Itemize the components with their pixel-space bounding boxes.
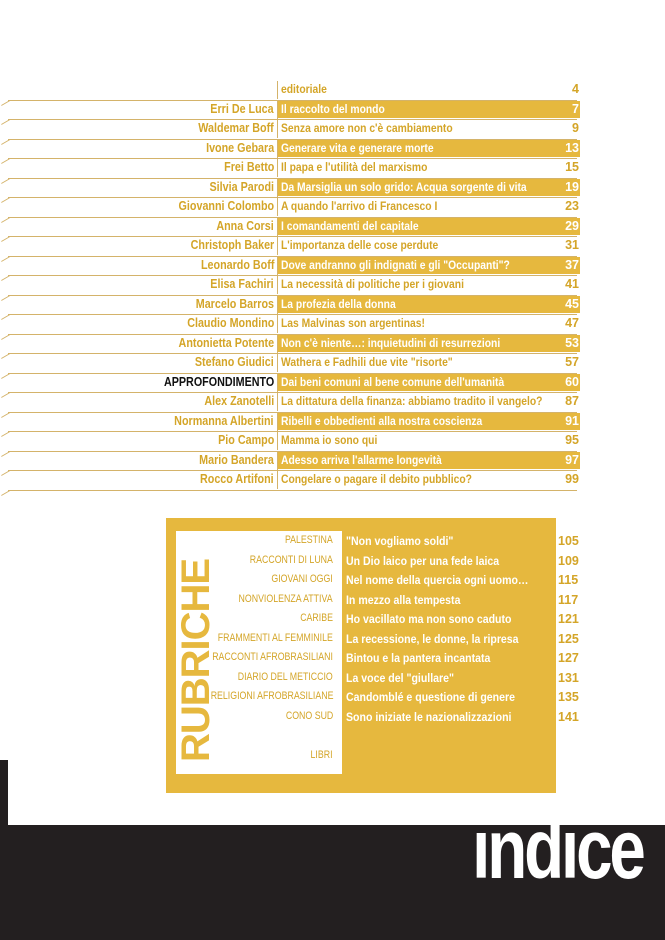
toc-title: Non c'è niente…: inquietudini di resurrezioni [281, 335, 501, 350]
column-separator [277, 432, 278, 450]
rubrica-page-number: 115 [558, 573, 579, 587]
column-separator [277, 257, 278, 275]
rubrica-page-number: 105 [558, 534, 579, 548]
toc-author: Marcelo Barros [195, 296, 274, 311]
toc-page-number: 41 [565, 277, 579, 291]
toc-author: Waldemar Boff [198, 121, 274, 135]
toc-author: Christoph Baker [190, 238, 274, 252]
toc-title: Senza amore non c'è cambiamento [281, 121, 453, 135]
rubriche-heading: RUBRICHE [174, 558, 218, 762]
rubrica-row[interactable] [0, 669, 665, 689]
column-separator [277, 81, 278, 99]
toc-author: Rocco Artifoni [200, 472, 274, 486]
toc-row[interactable] [0, 431, 665, 451]
row-divider-tick [1, 100, 10, 106]
row-divider-tick [1, 334, 10, 340]
row-divider-tick [1, 412, 10, 418]
toc-author: Antonietta Potente [178, 335, 274, 350]
rubrica-title: Sono iniziate le nazionalizzazioni [346, 709, 512, 724]
rubrica-page-number: 121 [558, 612, 579, 626]
rubrica-row[interactable] [0, 649, 665, 669]
row-divider-tick [1, 451, 10, 457]
toc-row[interactable] [0, 217, 665, 237]
toc-title: Il raccolto del mondo [281, 101, 385, 116]
rubrica-title: In mezzo alla tempesta [346, 592, 461, 607]
toc-author: Stefano Giudici [195, 355, 274, 369]
toc-title: Il papa e l'utilità del marxismo [281, 160, 428, 174]
rubrica-row[interactable] [0, 688, 665, 708]
toc-author: Alex Zanotelli [204, 394, 274, 408]
toc-page-number: 37 [565, 257, 579, 272]
row-divider-tick [1, 431, 10, 437]
rubrica-row[interactable] [0, 532, 665, 552]
column-separator [277, 315, 278, 333]
toc-page-number: 9 [572, 121, 579, 135]
rubrica-title: Nel nome della quercia ogni uomo… [346, 573, 529, 587]
column-separator [277, 374, 278, 392]
table-of-contents [0, 80, 665, 509]
rubrica-page-number: 141 [558, 709, 579, 724]
rubrica-row[interactable] [0, 571, 665, 591]
rubrica-page-number: 125 [558, 631, 579, 646]
row-divider-tick [1, 256, 10, 262]
row-divider-tick [1, 295, 10, 301]
toc-author: Silvia Parodi [209, 179, 274, 194]
toc-title: Mamma io sono qui [281, 433, 378, 447]
toc-row[interactable] [0, 334, 665, 354]
row-divider-tick [1, 119, 10, 125]
toc-author: Leonardo Boff [200, 257, 274, 272]
row-divider-tick [1, 353, 10, 359]
toc-row[interactable] [0, 373, 665, 393]
rubrica-row[interactable] [0, 610, 665, 630]
column-separator [277, 393, 278, 411]
rubrica-row[interactable] [0, 708, 665, 728]
toc-title: La profezia della donna [281, 296, 396, 311]
toc-author: Anna Corsi [216, 218, 274, 233]
toc-page-number: 45 [565, 296, 579, 311]
toc-title: Dove andranno gli indignati e gli "Occupanti"? [281, 257, 510, 272]
toc-title: Da Marsiglia un solo grido: Acqua sorgente di vita [281, 179, 527, 194]
toc-page-number: 57 [565, 355, 579, 369]
rubrica-category: CONO SUD [285, 709, 333, 722]
rubrica-title: Bintou e la pantera incantata [346, 651, 491, 665]
toc-row[interactable] [0, 236, 665, 256]
row-divider-tick [1, 158, 10, 164]
toc-row[interactable] [0, 314, 665, 334]
rubrica-page-number: 131 [558, 670, 579, 685]
toc-row[interactable] [0, 392, 665, 412]
column-separator [277, 452, 278, 470]
toc-row[interactable] [0, 158, 665, 178]
rubrica-page-number: 127 [558, 651, 579, 665]
toc-author: Claudio Mondino [186, 316, 274, 330]
toc-row[interactable] [0, 470, 665, 490]
row-divider-tick [1, 373, 10, 379]
column-separator [277, 471, 278, 489]
rubrica-category: PALESTINA [285, 534, 333, 546]
rubrica-category: LIBRI [310, 748, 333, 761]
toc-row[interactable] [0, 275, 665, 295]
column-separator [277, 120, 278, 138]
toc-title: A quando l'arrivo di Francesco I [281, 199, 438, 213]
toc-title: Dai beni comuni al bene comune dell'umanità [281, 374, 505, 389]
row-divider-tick [1, 490, 10, 496]
rubrica-row[interactable] [0, 747, 665, 767]
column-separator [277, 179, 278, 197]
toc-title: editoriale [281, 82, 327, 96]
toc-author: Pio Campo [217, 433, 274, 447]
toc-page-number: 91 [565, 413, 579, 428]
column-separator [277, 276, 278, 294]
rubrica-row[interactable] [0, 591, 665, 611]
column-separator [277, 101, 278, 119]
toc-page-number: 99 [565, 472, 579, 486]
toc-author: Frei Betto [223, 160, 274, 174]
toc-page-number: 29 [565, 218, 579, 233]
toc-row[interactable] [0, 139, 665, 159]
toc-page-number: 13 [565, 140, 579, 155]
row-divider-tick [1, 275, 10, 281]
rubrica-category: FRAMMENTI AL FEMMINILE [217, 631, 333, 644]
toc-title: Adesso arriva l'allarme longevità [281, 452, 442, 467]
section-label: APPROFONDIMENTO [163, 374, 274, 389]
toc-row[interactable] [0, 178, 665, 198]
toc-row[interactable] [0, 412, 665, 432]
column-separator [277, 296, 278, 314]
toc-row[interactable] [0, 295, 665, 315]
row-divider-tick [1, 236, 10, 242]
column-separator [277, 354, 278, 372]
toc-page-number: 97 [565, 452, 579, 467]
row-divider-tick [1, 470, 10, 476]
column-separator [277, 335, 278, 353]
toc-row[interactable] [0, 353, 665, 373]
toc-page-number: 95 [565, 433, 579, 447]
column-separator [277, 218, 278, 236]
toc-row[interactable] [0, 451, 665, 471]
rubrica-title: La voce del "giullare" [346, 670, 455, 685]
toc-author: Normanna Albertini [174, 413, 274, 428]
toc-author: Ivone Gebara [205, 140, 274, 155]
rubrica-page-number: 117 [558, 592, 579, 607]
row-divider-tick [1, 314, 10, 320]
row-divider-tick [1, 178, 10, 184]
toc-page-number: 31 [565, 238, 579, 252]
rubrica-category: RACCONTI AFROBRASILIANI [212, 651, 333, 663]
toc-title: Generare vita e generare morte [281, 140, 434, 155]
rubrica-page-number: 135 [558, 690, 579, 704]
rubrica-category: DIARIO DEL METICCIO [237, 670, 333, 683]
row-divider-tick [1, 197, 10, 203]
toc-page-number: 19 [565, 179, 579, 194]
row-divider [8, 490, 577, 491]
toc-author: Elisa Fachiri [210, 277, 274, 291]
rubrica-row[interactable] [0, 630, 665, 650]
rubrica-category: GIOVANI OGGI [271, 573, 333, 585]
toc-row[interactable] [0, 256, 665, 276]
toc-page-number: 7 [572, 101, 579, 116]
toc-end [0, 490, 665, 510]
toc-page-number: 23 [565, 199, 579, 213]
toc-author: Mario Bandera [199, 452, 274, 467]
rubrica-title: Un Dio laico per una fede laica [346, 553, 500, 568]
column-separator [277, 198, 278, 216]
rubrica-title: "Non vogliamo soldi" [346, 534, 454, 548]
toc-page-number: 60 [565, 374, 579, 389]
page-title: indice [472, 802, 643, 896]
toc-page-number: 4 [572, 82, 579, 96]
rubrica-category: RACCONTI DI LUNA [249, 553, 333, 566]
rubrica-title: Candomblé e questione di genere [346, 690, 516, 704]
toc-author: Erri De Luca [210, 101, 274, 116]
toc-page-number: 53 [565, 335, 579, 350]
toc-author: Giovanni Colombo [178, 199, 274, 213]
toc-title: L'importanza delle cose perdute [281, 238, 439, 252]
row-divider-tick [1, 217, 10, 223]
row-divider-tick [1, 392, 10, 398]
rubrica-title: Ho vacillato ma non sono caduto [346, 612, 512, 626]
column-separator [277, 140, 278, 158]
toc-title: La necessità di politiche per i giovani [281, 277, 464, 291]
rubrica-title: La recessione, le donne, la ripresa [346, 631, 519, 646]
toc-title: Ribelli e obbedienti alla nostra coscienza [281, 413, 483, 428]
rubrica-category: RELIGIONI AFROBRASILIANE [210, 690, 333, 702]
toc-row[interactable] [0, 80, 665, 100]
rubrica-category: CARIBE [300, 612, 333, 624]
rubrica-row[interactable] [0, 727, 665, 747]
column-separator [277, 413, 278, 431]
toc-page-number: 15 [565, 160, 579, 174]
side-band [0, 760, 8, 825]
row-divider-tick [1, 139, 10, 145]
toc-title: Congelare o pagare il debito pubblico? [281, 472, 472, 486]
toc-page-number: 47 [565, 316, 579, 330]
toc-row[interactable] [0, 197, 665, 217]
column-separator [277, 159, 278, 177]
toc-row[interactable] [0, 119, 665, 139]
toc-title: Wathera e Fadhili due vite "risorte" [281, 355, 453, 369]
toc-title: Las Malvinas son argentinas! [281, 316, 425, 330]
rubrica-row[interactable] [0, 552, 665, 572]
rubrica-category: NONVIOLENZA ATTIVA [238, 592, 333, 605]
toc-page-number: 87 [565, 394, 579, 408]
rubrica-page-number: 109 [558, 553, 579, 568]
toc-title: I comandamenti del capitale [281, 218, 419, 233]
toc-row[interactable] [0, 100, 665, 120]
toc-title: La dittatura della finanza: abbiamo tradito il vangelo? [281, 394, 543, 408]
column-separator [277, 237, 278, 255]
